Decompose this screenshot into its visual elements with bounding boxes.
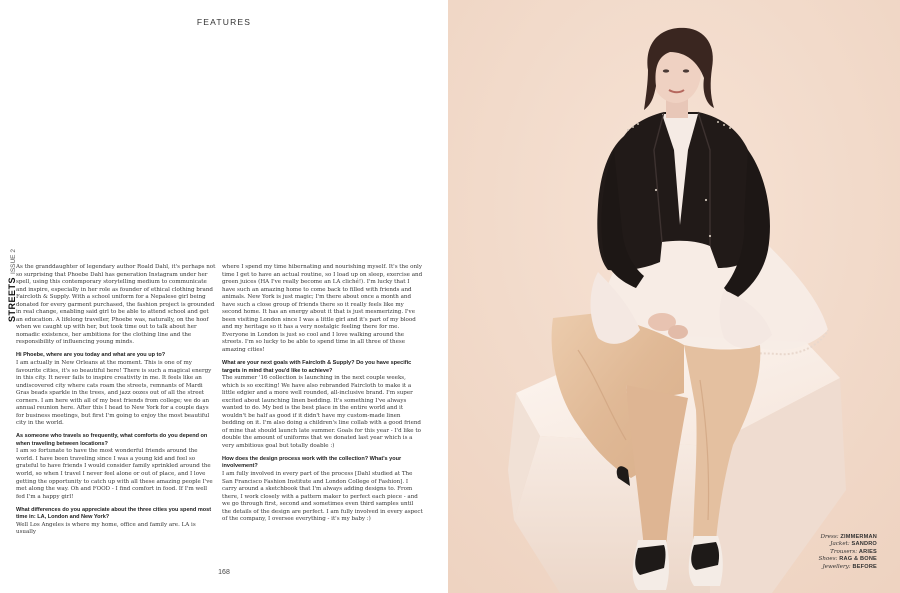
article-paragraph: Well Los Angeles is where my home, office and family are. LA is usually [16,521,196,536]
magazine-side-label [2,249,17,322]
credit-line [819,564,877,571]
article-column-right [222,264,423,529]
credit-line [819,549,877,556]
credit-brand: RAG & BONE [839,556,877,563]
credit-brand: BEFORE [852,563,877,570]
credit-brand: SANDRO [851,541,877,548]
credit-line [819,556,877,563]
portrait-photo [448,0,900,593]
section-header: FEATURES [196,17,252,27]
interview-question: How does the design process work with the collection? What's your involvement? [222,455,402,470]
fashion-credits [819,534,877,571]
article-paragraph: As the granddaughter of legendary author Roald Dahl, it's perhaps not so surprising that Phoebe Dahl has generation Instagram under her spell, using this contemporary storytelling medium to communicate and inspire, especially in her role as founder of ethical clothing brand Faircloth & Supply. With a school uniform for a Nepalese girl being donated for every garment purchased, the fashion project is grounded in real change, enabling said girl to be able to attend school and get an education. A lifelong traveller, Phoebe was, naturally, on the hoof when we caught up with her, but took time out to talk about her nomadic existence, her ambitions for the clothing line and the responsibility of influencing young minds. [16,264,216,346]
interview-question: What are your next goals with Faircloth & Supply? Do you have specific targets in mind that you'd like to achieve? [222,359,412,374]
credit-brand: ZIMMERMAN [840,534,877,540]
magazine-brand: STREETS [7,276,17,322]
article-paragraph: The summer '16 collection is launching in the next couple weeks, which is so exciting! We have also rebranded Faircloth to make it a little edgier and a more well rounded, all-inclusive brand. I'm super excited about launching linen bedding. It's something I've always wanted to do. My bed is the best place in the entire world and it wouldn't be half as good if it didn't have my custom-made linen bedding on it. I'm also doing a children's line collab with a good friend of mine that should launch late summer. Goals for this year - I'd like to double the amount of uniforms that we donated last year which is a very ambitious goal but totally doable :) [222,375,421,449]
interview-question: What differences do you appreciate about the three cities you spend most time in: LA, London and New York? [16,506,212,521]
article-paragraph: I am fully involved in every part of the process [Dahl studied at The San Francisco Fashion Institute and London College of Fashion]. I carry around a sketchbook that I'm always adding designs to. From there, I work closely with a pattern maker to perfect each piece - and we go through first, second and sometimes even third samples until the details of the design are perfect. I am fully involved in every aspect of the company, I oversee everything - it's my baby :) [222,471,423,523]
article-paragraph: I am so fortunate to have the most wonderful friends around the world. I have been traveling since I was a young kid and feel so grateful to have friends I would consider family sprinkled around the world, so when I travel I never feel alone or out of place, and I love getting the opportunity to catch up with all these amazing people I've met along the way. Oh and FOOD - I find comfort in food. If I'm well fed I'm a happy girl! [16,448,213,500]
photo-page [448,0,900,593]
credit-role: Jacket: [830,541,850,548]
credit-brand: ARIES [858,548,877,555]
credit-role: Dress: [820,534,839,540]
interview-question: As someone who travels so frequently, what comforts do you depend on when traveling between locations? [16,433,208,447]
issue-label: ISSUE 2 [10,249,17,274]
left-page [0,0,448,593]
credit-line [819,541,877,548]
article-paragraph: I am actually in New Orleans at the moment. This is one of my favourite cities, it's so beautiful here! There is such a magical energy in this city. It never fails to inspire creativity in me. It feels like an undiscovered city where cats roam the streets, remnants of Mardi Gras beads sparkle in the trees, and jazz oozes out of all the street corners. I am here with all of my best friends from college; we do an annual reunion here. After this I head to New York for a couple days for business meetings, but first I'm going to enjoy the most beautiful city in the world. [16,359,212,427]
credit-line [819,534,877,541]
page-number: 168 [218,569,230,576]
article-column-left [16,264,217,542]
credit-role: Jewellery: [822,563,851,570]
credit-role: Shoes: [818,556,838,563]
interview-question: Hi Phoebe, where are you today and what are you up to? [16,352,166,359]
article-paragraph: where I spend my time hibernating and nourishing myself. It's the only time I get to have an actual routine, so I load up on sleep, exercise and green juices (HA I've really become an LA cliché!). I'm lucky that I have such an amazing home to come back to filled with friends and animals. New York is just magic; I'm there about once a month and have such a close group of friends there so it really feels like my second home. It has an energy about it that is just mesmerizing. I've been visiting London since I was a little girl and it's part of my blood and my heritage so it has a very nostalgic feeling there for me. Everyone in London is just so cool and I love walking around the streets. I'm so lucky to be able to spend time in all three of these amazing cities! [222,264,423,353]
credit-role: Trousers: [830,548,858,555]
